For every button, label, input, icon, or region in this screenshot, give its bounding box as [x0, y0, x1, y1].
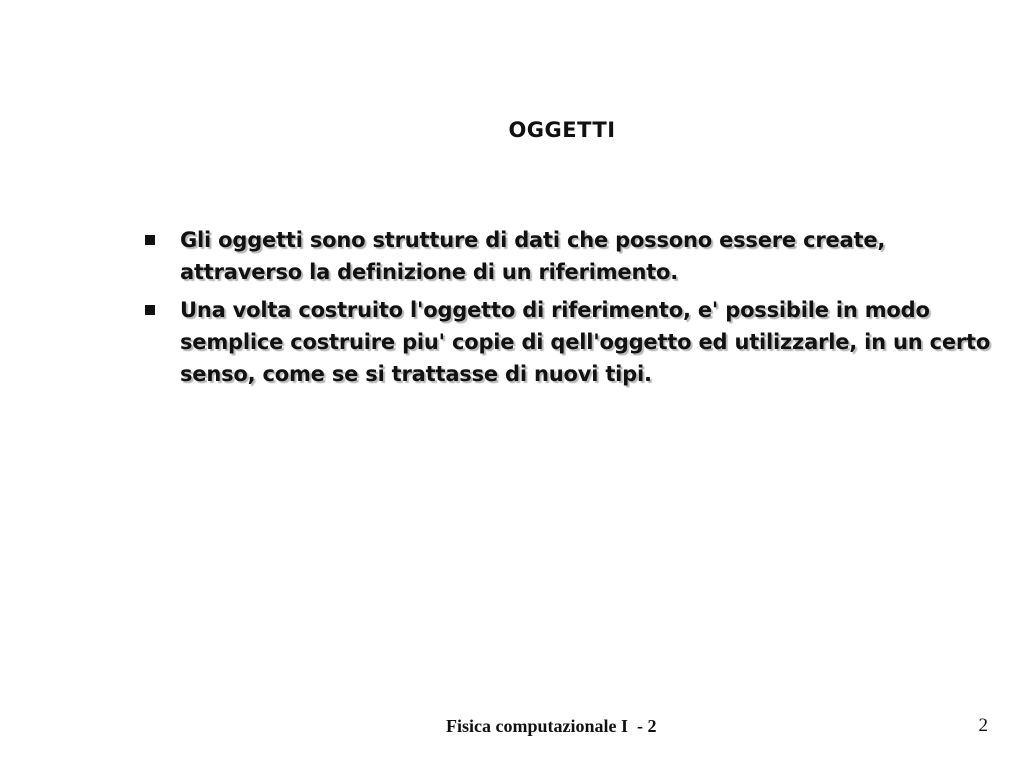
- page-number: 2: [978, 715, 988, 736]
- square-bullet-icon: [145, 235, 155, 245]
- bullet-text: Gli oggetti sono strutture di dati che possono essere create, attraverso la definizione di un riferimento.: [180, 228, 886, 284]
- bullet-list: [140, 224, 1000, 396]
- bullet-text: Una volta costruito l'oggetto di riferimento, e' possibile in modo semplice costruire piu' copie di qell'oggetto ed utilizzarle, in un certo senso, come se si trattasse di nuovi tipi.: [180, 298, 991, 386]
- slide-title: OGGETTI: [508, 118, 616, 142]
- square-bullet-icon: [145, 305, 155, 315]
- bullet-item: [140, 294, 1000, 390]
- footer-text: Fisica computazionale I - 2: [446, 716, 657, 736]
- bullet-item: [140, 224, 1000, 288]
